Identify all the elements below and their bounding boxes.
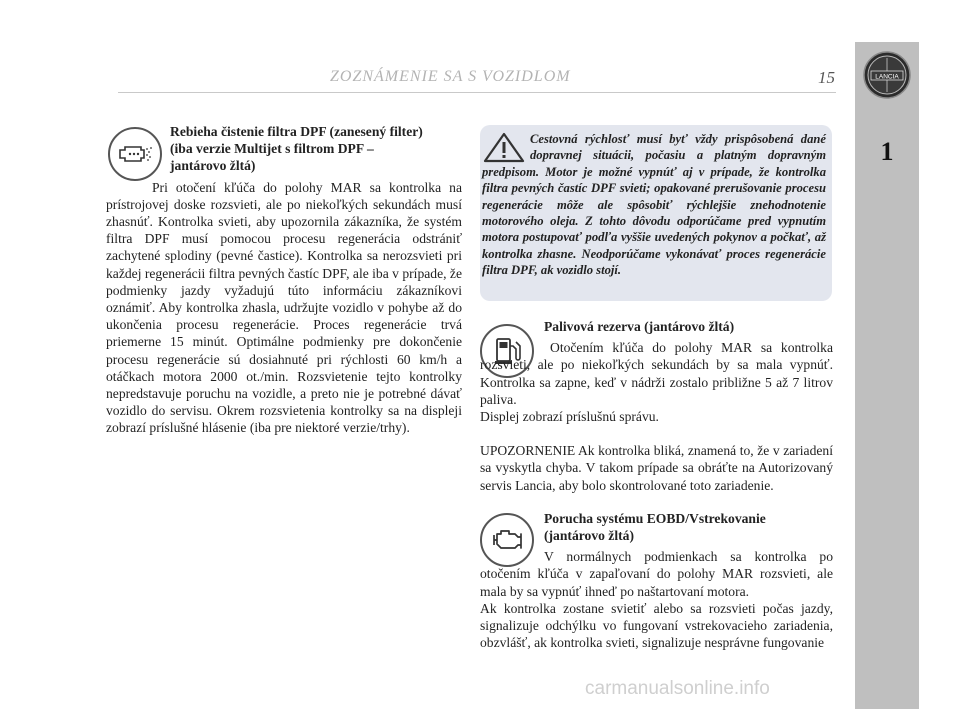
page-header-title: ZOZNÁMENIE SA S VOZIDLOM xyxy=(330,68,571,85)
warning-text-block xyxy=(482,131,826,279)
engine-check-icon xyxy=(480,513,534,567)
warning-text: Cestovná rýchlosť musí byť vždy prispôsobená dané dopravnej situácii, počasiu a platným dopravným predpisom. Motor je možné vypnúť aj v prípade, že kontrolka filtra pevných častíc DPF svieti; opakované prerušovanie procesu regenerácie môže ale spôsobiť rýchlejšie znehodnotenie motorového oleja. Z tohto dôvodu odporúčame pred vypnutím motora postupovať podľa vyššie uvedených pokynov a počkať, až kontrolka zhasne. Neodporúčame vykonávať proces regenerácie filtra DPF, ak vozidlo stojí. xyxy=(482,132,826,278)
watermark: carmanualsonline.info xyxy=(585,678,770,699)
dpf-heading-line-3: jantárovo žltá) xyxy=(170,158,256,174)
eobd-body: V normálnych podmienkach sa kontrolka po otočením kľúča v zapaľovaní do polohy MAR rozsvieti, ale mala by sa vypnúť ihneď po naštartovaní motora. xyxy=(480,549,833,599)
fuel-section xyxy=(480,318,833,651)
fuel-warning-note: UPOZORNENIE Ak kontrolka bliká, znamená to, že v zariadení sa vyskytla chyba. V takom prípade sa obráťte na Autorizovaný servis Lancia, aby bolo skontrolované toto zariadenie. xyxy=(480,443,833,493)
fuel-heading: Palivová rezerva (jantárovo žltá) xyxy=(544,319,735,334)
page-number: 15 xyxy=(818,68,835,87)
dpf-section xyxy=(106,123,462,437)
dpf-heading-line-2: (iba verzie Multijet s filtrom DPF – xyxy=(170,141,374,157)
fuel-display-note: Displej zobrazí príslušnú správu. xyxy=(480,409,659,425)
svg-text:LANCIA: LANCIA xyxy=(875,73,899,81)
header-divider xyxy=(118,92,836,93)
dpf-body: Pri otočení kľúča do polohy MAR sa kontrolka na prístrojovej doske rozsvieti, ale po niekoľkých sekundách musí zhasnúť. Kontrolka svieti, aby upozornila zákazníka, že systém filtra DPF musí pomocou procesu regenerácia odstrániť zachytené splodiny (pevné častice). Kontrolka sa nerozsvieti pri každej regenerácii filtra pevných častíc DPF, ale iba v prípade, že podmienky jazdy vyžadujú túto informáciu zákazníkovi oznámiť. Aby kontrolka zhasla, udržujte vozidlo v pohybe až do ukončenia procesu regenerácie. Proces regenerácie trvá priemerne 15 minút. Optimálne podmienky pre dokončenie procesu regenerácie sú dosiahnuté pri rýchlosti 60 km/h a otáčkach motora 2000 ot./min. Rozsvietenie tejto kontrolky nepredstavuje poruchu na vozidle, a preto nie je potrebné dávať vozidlo do servisu. Okrem rozsvietenia kontrolky sa na displeji zobrazí príslušné hlásenie (iba pre niektoré verzie/trhy). xyxy=(106,179,462,436)
eobd-body-2: Ak kontrolka zostane svietiť alebo sa rozsvieti počas jazdy, signalizuje odchýlku vo fungovaní vstrekovacieho zariadenia, obzvlášť, ak kontrolka svieti, signalizuje nesprávne fungovanie xyxy=(480,600,833,651)
chapter-number: 1 xyxy=(880,137,894,166)
eobd-heading-line-2: (jantárovo žltá) xyxy=(544,528,634,544)
dpf-heading-line-1: Rebieha čistenie filtra DPF (zanesený filter) xyxy=(170,124,423,139)
warning-triangle-icon xyxy=(482,131,530,161)
lancia-logo-icon xyxy=(862,50,912,100)
fuel-body: Otočením kľúča do polohy MAR sa kontrolka rozsvieti, ale po niekoľkých sekundách by sa mala vypnúť. Kontrolka sa zapne, keď v nádrži zostalo približne 5 až 7 litrov paliva. xyxy=(480,340,833,407)
eobd-heading-line-1: Porucha systému EOBD/Vstrekovanie xyxy=(544,510,766,526)
